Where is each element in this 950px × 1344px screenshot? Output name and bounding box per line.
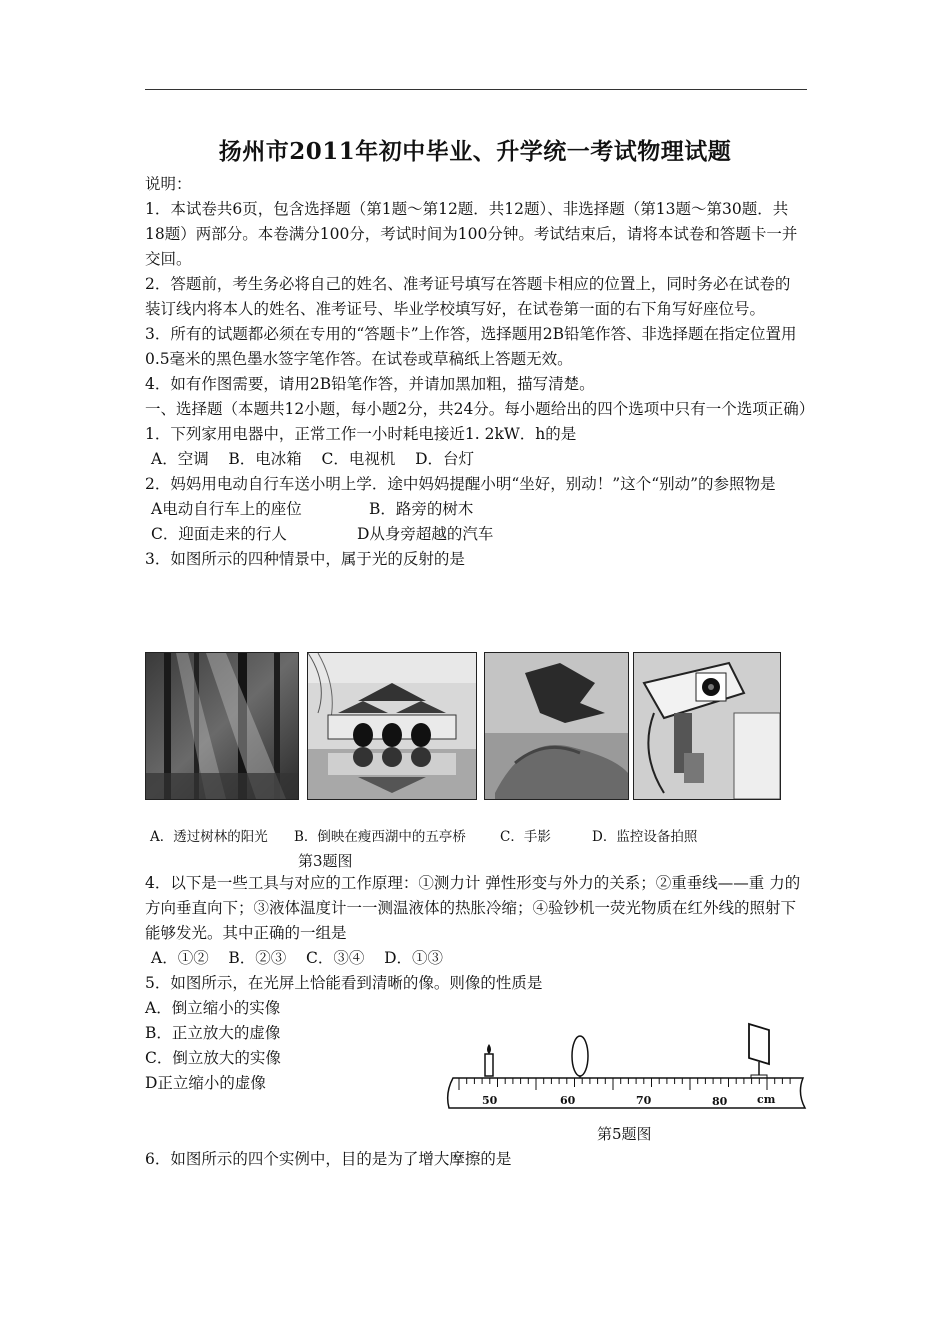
q4-options: A．①② B．②③ C．③④ D．①③	[151, 949, 443, 967]
ruler-tick-label-60: 60	[560, 1094, 576, 1107]
q3-captions	[150, 825, 697, 845]
instructions-block	[145, 172, 815, 572]
q1-stem: 1．下列家用电器中，正常工作一小时耗电接近1. 2kW．h的是	[145, 425, 577, 443]
ruler-unit-label: cm	[757, 1093, 776, 1106]
q5-stem: 5．如图所示，在光屏上恰能看到清晰的像。则像的性质是	[145, 974, 543, 992]
q5-figure-caption: 第5题图	[597, 1125, 652, 1143]
ruler-tick-label-70: 70	[636, 1094, 652, 1107]
q2-option-d: D从身旁超越的汽车	[357, 525, 494, 543]
section1-heading: 一、选择题（本题共12小题，每小题2分，共24分。每小题给出的四个选项中只有一个选项正确）	[145, 400, 815, 418]
q3-caption-d: D．监控设备拍照	[592, 829, 698, 845]
q2-option-b: B．路旁的树木	[369, 500, 474, 518]
photo-forest-sunlight	[145, 652, 299, 800]
candle-icon	[485, 1044, 493, 1076]
instruction-1: 1．本试卷共6页，包含选择题（第1题～第12题．共12题）、非选择题（第13题～第30题．共18题）两部分。本卷满分100分，考试时间为100分钟。考试结束后，请将本试卷和答题卡一并交回。	[145, 200, 798, 268]
photo-surveillance-camera	[633, 652, 781, 800]
header-rule	[145, 89, 807, 90]
q5-optical-bench-figure	[445, 1018, 810, 1114]
q6-stem: 6．如图所示的四个实例中，目的是为了增大摩擦的是	[145, 1150, 512, 1168]
q5-option-c: C．倒立放大的实像	[145, 1049, 281, 1067]
ruler-tick-label-50: 50	[482, 1094, 498, 1107]
instruction-2: 2．答题前，考生务必将自己的姓名、准考证号填写在答题卡相应的位置上，同时务必在试卷的 装订线内将本人的姓名、准考证号、毕业学校填写好，在试卷第一面的右下角写好座位号。	[145, 275, 791, 318]
q2-stem: 2．妈妈用电动自行车送小明上学．途中妈妈提醒小明“坐好，别动！”这个“别动”的参照物是	[145, 475, 776, 493]
instruction-3: 3．所有的试题都必须在专用的“答题卡”上作答，选择题用2B铅笔作答、非选择题在指定位置用0.5毫米的黑色墨水签字笔作答。在试卷或草稿纸上答题无效。	[145, 325, 797, 368]
q1-options: A．空调 B．电冰箱 C．电视机 D．台灯	[151, 450, 474, 468]
q3-caption-b: B．倒映在瘦西湖中的五亭桥	[294, 829, 466, 845]
q3-photos	[0, 652, 950, 802]
q2-options-row2	[145, 522, 807, 547]
q5-option-a: A．倒立缩小的实像	[145, 999, 281, 1017]
q2-option-c: C．迎面走来的行人	[151, 525, 287, 543]
q4-stem: 4．以下是一些工具与对应的工作原理：①测力计 弹性形变与外力的关系；②重垂线——重 力的方向垂直向下；③液体温度计一一测温液体的热胀冷缩；④验钞机一荧光物质在红外线的照射下能够发光。其中正确的一组是	[145, 874, 801, 942]
q3-caption-a: A．透过树林的阳光	[150, 829, 268, 845]
light-screen-icon	[749, 1024, 769, 1081]
q3-figure-caption: 第3题图	[298, 852, 353, 870]
instruction-4: 4．如有作图需要，请用2B铅笔作答，并请加黑加粗，描写清楚。	[145, 375, 595, 393]
optical-bench-ruler	[448, 1078, 805, 1108]
q5-option-b: B．正立放大的虚像	[145, 1024, 281, 1042]
page-title: 扬州市2011年初中毕业、升学统一考试物理试题	[218, 138, 732, 165]
q2-option-a: A电动自行车上的座位	[151, 500, 302, 518]
q3-caption-c: C．手影	[500, 829, 551, 845]
instructions-heading: 说明：	[145, 175, 192, 193]
photo-five-pavilion-bridge	[307, 652, 477, 800]
q3-stem: 3．如图所示的四种情景中，属于光的反射的是	[145, 550, 465, 568]
q2-options-row1	[145, 497, 807, 522]
photo-hand-shadow	[484, 652, 629, 800]
convex-lens-icon	[572, 1036, 588, 1084]
ruler-tick-label-80: 80	[712, 1095, 728, 1108]
q5-option-d: D正立缩小的虚像	[145, 1074, 266, 1092]
